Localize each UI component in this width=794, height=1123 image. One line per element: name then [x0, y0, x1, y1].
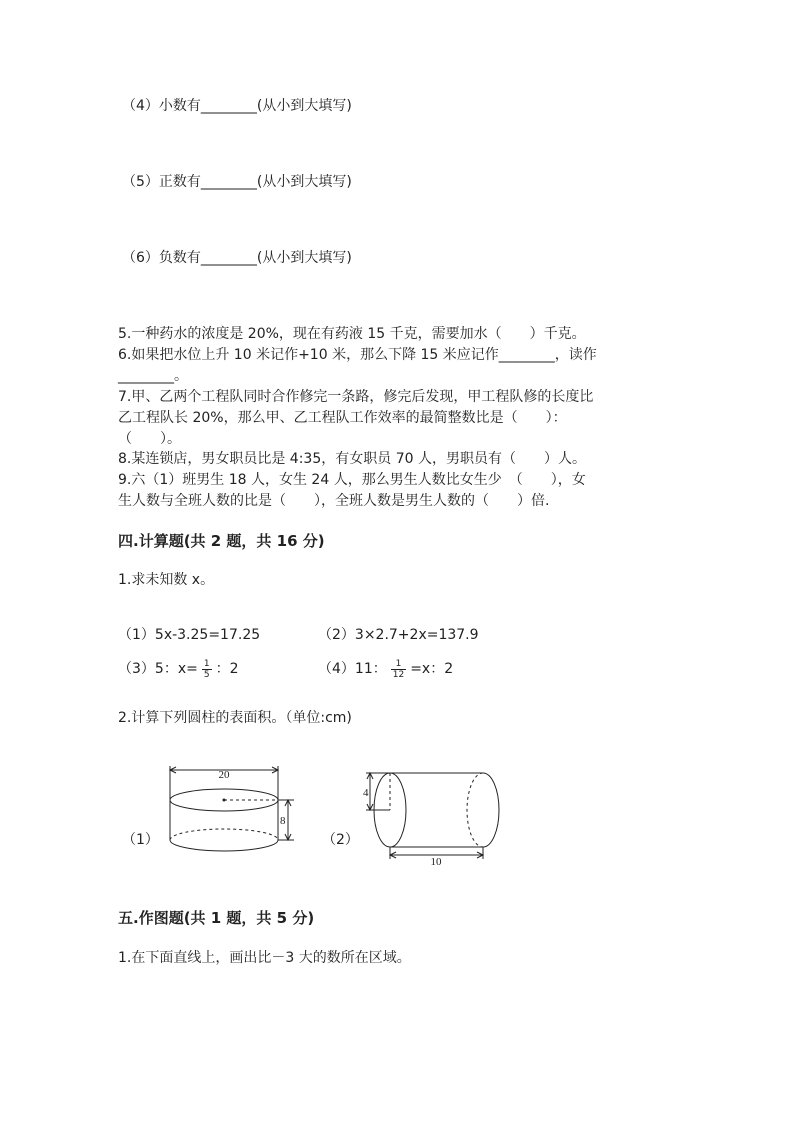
equation-4-left: （4）11：: [318, 661, 387, 677]
right-front-arc: [483, 773, 499, 847]
figure-2-label: （2）: [322, 832, 359, 848]
right-back-arc: [467, 773, 483, 847]
fraction-denominator: 12: [392, 669, 405, 680]
equation-4-right: =x：2: [410, 661, 454, 677]
bottom-back-arc: [170, 829, 278, 840]
sub-item-6: （6）负数有________(从小到大填写): [122, 250, 352, 266]
cylinder-figure-1: [160, 762, 300, 858]
figure-1-label: （1）: [122, 832, 159, 848]
section-4-q1-title: 1.求未知数 x。: [118, 572, 215, 588]
radius-label: 4: [363, 787, 369, 799]
equation-4-fraction: [391, 659, 406, 680]
question-7-line1: 7.甲、乙两个工程队同时合作修完一条路，修完后发现，甲工程队修的长度比: [118, 389, 594, 405]
equation-2: （2）3×2.7+2x=137.9: [318, 627, 479, 643]
question-8: 8.某连锁店，男女职员比是 4:35，有女职员 70 人，男职员有（ ）人。: [118, 451, 586, 467]
bottom-front-arc: [170, 840, 278, 851]
section-5-title: 五.作图题(共 1 题，共 5 分): [118, 909, 315, 927]
cylinder-figure-2: [360, 766, 505, 866]
length-label: 10: [430, 856, 442, 866]
sub-item-4: （4）小数有________(从小到大填写): [122, 98, 352, 114]
equation-3-right: ：2: [215, 661, 239, 677]
equation-3-left: （3）5：x=: [118, 661, 198, 677]
fraction-numerator: 1: [391, 659, 406, 670]
question-5: 5.一种药水的浓度是 20%，现在有药液 15 千克，需要加水（ ）千克。: [118, 326, 586, 342]
sub-item-5: （5）正数有________(从小到大填写): [122, 174, 352, 190]
fraction-numerator: 1: [203, 658, 210, 669]
diameter-label: 20: [218, 769, 230, 781]
equation-1: （1）5x-3.25=17.25: [118, 627, 261, 643]
equation-3: [118, 657, 239, 681]
height-label: 8: [280, 815, 286, 827]
question-7-line3: （ ）。: [118, 431, 181, 447]
equation-4: [318, 657, 453, 681]
section-4-title: 四.计算题(共 2 题，共 16 分): [118, 532, 325, 550]
section-4-q2-title: 2.计算下列圆柱的表面积。（单位:cm): [118, 710, 352, 726]
equation-3-fraction: [202, 659, 212, 680]
question-9-line2: 生人数与全班人数的比是（ ），全班人数是男生人数的（ ）倍.: [118, 493, 550, 509]
question-9-line1: 9.六（1）班男生 18 人，女生 24 人，那么男生人数比女生少 （ ），女: [118, 472, 586, 488]
fraction-denominator: 5: [203, 669, 210, 680]
question-6-line1: 6.如果把水位上升 10 米记作+10 米，那么下降 15 米应记作________，读作: [118, 347, 597, 363]
question-7-line2: 乙工程队长 20%，那么甲、乙工程队工作效率的最简整数比是（ ）：: [118, 410, 567, 426]
section-5-q1: 1.在下面直线上，画出比－3 大的数所在区域。: [118, 950, 411, 966]
question-6-line2: ________。: [118, 368, 188, 384]
